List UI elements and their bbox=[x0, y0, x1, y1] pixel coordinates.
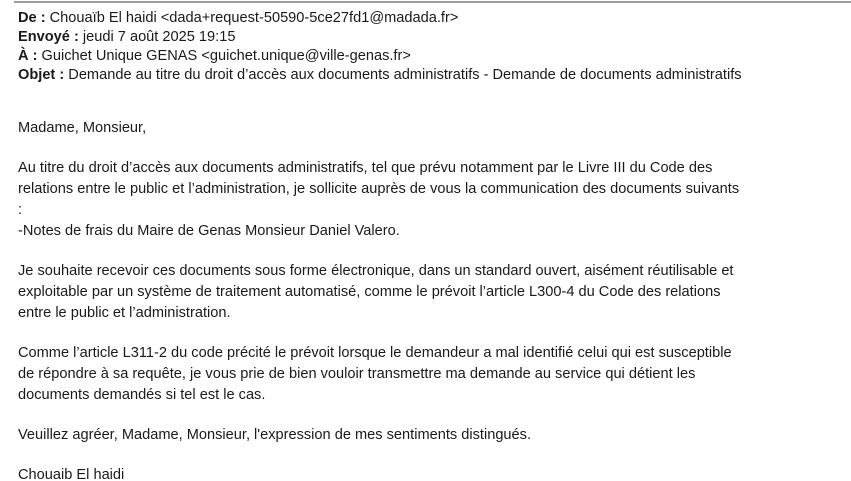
to-line bbox=[18, 47, 843, 66]
header-divider bbox=[14, 1, 851, 3]
paragraph-line: Comme l’article L311-2 du code précité le prévoit lorsque le demandeur a mal identifié celui qui est susceptible bbox=[18, 345, 732, 361]
request-paragraph bbox=[18, 158, 843, 242]
paragraph-line: documents demandés si tel est le cas. bbox=[18, 387, 266, 403]
sent-label: Envoyé : bbox=[18, 29, 79, 45]
from-label: De : bbox=[18, 10, 46, 26]
sent-value: jeudi 7 août 2025 19:15 bbox=[82, 29, 236, 45]
format-paragraph bbox=[18, 261, 843, 324]
from-line bbox=[18, 9, 843, 28]
sent-line bbox=[18, 28, 843, 47]
to-label: À : bbox=[18, 48, 38, 64]
email-header bbox=[18, 9, 843, 85]
closing-formula: Veuillez agréer, Madame, Monsieur, l'expression de mes sentiments distingués. bbox=[18, 427, 532, 443]
paragraph-line: de répondre à sa requête, je vous prie de bien vouloir transmettre ma demande au service qui détient les bbox=[18, 366, 696, 382]
paragraph-line: Je souhaite recevoir ces documents sous forme électronique, dans un standard ouvert, aisément réutilisable et bbox=[18, 263, 734, 279]
paragraph-line: Au titre du droit d’accès aux documents administratifs, tel que prévu notamment par le Livre III du Code des bbox=[18, 160, 713, 176]
paragraph-line: entre le public et l’administration. bbox=[18, 305, 231, 321]
subject-value: Demande au titre du droit d’accès aux documents administratifs - Demande de documents administratifs bbox=[68, 67, 742, 83]
to-value: Guichet Unique GENAS <guichet.unique@ville-genas.fr> bbox=[41, 48, 411, 64]
paragraph-line: exploitable par un système de traitement automatisé, comme le prévoit l’article L300-4 du Code des relations bbox=[18, 284, 721, 300]
paragraph-line: : bbox=[18, 202, 23, 218]
email-body bbox=[18, 118, 843, 481]
subject-label: Objet : bbox=[18, 67, 65, 83]
signature: Chouaib El haidi bbox=[18, 467, 125, 481]
subject-line bbox=[18, 66, 843, 85]
requested-document-item: -Notes de frais du Maire de Genas Monsieur Daniel Valero. bbox=[18, 223, 400, 239]
transfer-paragraph bbox=[18, 343, 843, 406]
paragraph-line: relations entre le public et l’administration, je sollicite auprès de vous la communication des documents suivants bbox=[18, 181, 740, 197]
greeting: Madame, Monsieur, bbox=[18, 120, 147, 136]
from-value: Chouaïb El haidi <dada+request-50590-5ce27fd1@madada.fr> bbox=[49, 10, 459, 26]
